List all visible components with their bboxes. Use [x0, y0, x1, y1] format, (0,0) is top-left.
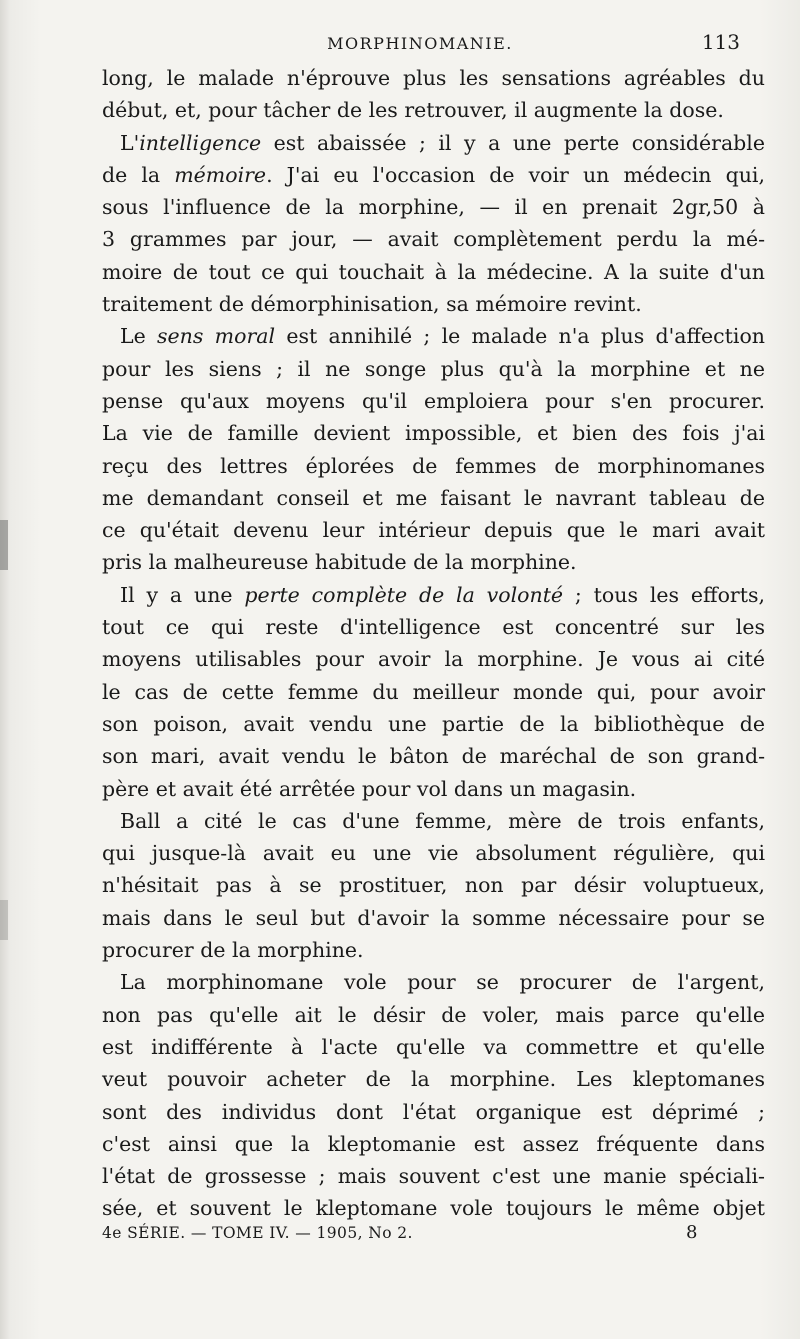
text-line — [102, 579, 765, 611]
text-line — [102, 191, 765, 223]
signature-mark: 8 — [686, 1222, 698, 1243]
text-line — [102, 1160, 765, 1192]
text-run: La vie de famille devient impossible, et bien des fois j'ai — [102, 421, 765, 446]
text-line — [102, 773, 765, 805]
text-line — [102, 159, 765, 191]
text-line — [102, 62, 765, 94]
text-run: Le — [120, 324, 158, 349]
text-run: pris la malheureuse habitude de la morphine. — [102, 550, 577, 575]
text-run: moire de tout ce qui touchait à la médecine. A la suite d'un — [102, 259, 765, 284]
text-line — [102, 223, 765, 255]
text-run: son mari, avait vendu le bâton de maréchal de son grand- — [102, 744, 765, 769]
text-run: L' — [120, 130, 140, 155]
text-line — [102, 1128, 765, 1160]
text-run: sous l'influence de la morphine, — il en prenait 2gr,50 à — [102, 195, 765, 220]
running-header — [100, 30, 740, 60]
footer — [102, 1222, 702, 1250]
page-edge-shadow — [0, 520, 8, 570]
text-run: long, le malade n'éprouve plus les sensations agréables du — [102, 66, 765, 90]
text-run: Ball a cité le cas d'une femme, mère de trois enfants, — [120, 808, 765, 833]
text-run: père et avait été arrêtée pour vol dans un magasin. — [102, 776, 637, 801]
text-line — [102, 805, 765, 837]
text-run: traitement de démorphinisation, sa mémoire revint. — [102, 292, 642, 317]
text-run: procurer de la morphine. — [102, 938, 364, 963]
text-run: tout ce qui reste d'intelligence est concentré sur les — [102, 615, 765, 640]
emphasis: sens moral — [157, 324, 276, 349]
text-line — [102, 417, 765, 449]
text-line — [102, 385, 765, 417]
text-line — [102, 514, 765, 546]
text-line — [102, 676, 765, 708]
text-line — [102, 611, 765, 643]
text-run: début, et, pour tâcher de les retrouver, il augmente la dose. — [102, 98, 724, 123]
text-run: de la — [102, 162, 175, 187]
text-run: est indifférente à l'acte qu'elle va commettre et qu'elle — [102, 1034, 765, 1059]
text-run: le cas de cette femme du meilleur monde qui, pour avoir — [102, 679, 765, 704]
text-run: ; tous les efforts, — [563, 582, 765, 607]
text-run: moyens utilisables pour avoir la morphine. Je vous ai cité — [102, 647, 765, 672]
text-run: non pas qu'elle ait le désir de voler, mais parce qu'elle — [102, 1002, 765, 1027]
text-line — [102, 708, 765, 740]
body-text — [102, 62, 765, 1225]
text-line — [102, 546, 765, 578]
text-line — [102, 1031, 765, 1063]
emphasis: perte complète de la volonté — [244, 582, 564, 607]
text-line — [102, 288, 765, 320]
text-line — [102, 127, 765, 159]
text-line — [102, 450, 765, 482]
text-line — [102, 1096, 765, 1128]
text-run: mais dans le seul but d'avoir la somme nécessaire pour se — [102, 905, 765, 930]
text-line — [102, 94, 765, 126]
text-line — [102, 1192, 765, 1224]
page-edge-shadow — [0, 900, 8, 940]
text-run: n'hésitait pas à se prostituer, non par désir voluptueux, — [102, 873, 765, 898]
text-run: c'est ainsi que la kleptomanie est assez fréquente dans — [102, 1131, 765, 1156]
text-run: . J'ai eu l'occasion de voir un médecin qui, — [266, 162, 765, 187]
text-line — [102, 256, 765, 288]
text-run: me demandant conseil et me faisant le navrant tableau de — [102, 485, 765, 510]
text-line — [102, 902, 765, 934]
text-run: veut pouvoir acheter de la morphine. Les kleptomanes — [102, 1067, 765, 1092]
text-line — [102, 1063, 765, 1095]
text-line — [102, 934, 765, 966]
text-run: est annihilé ; le malade n'a plus d'affection — [275, 324, 765, 349]
series-line: 4e SÉRIE. — TOME IV. — 1905, No 2. — [102, 1224, 413, 1242]
page-number: 113 — [701, 30, 740, 54]
emphasis: intelligence — [139, 130, 262, 155]
text-line — [102, 869, 765, 901]
text-run: l'état de grossesse ; mais souvent c'est une manie spéciali- — [102, 1164, 765, 1189]
text-line — [102, 482, 765, 514]
text-line — [102, 643, 765, 675]
text-run: pour les siens ; il ne songe plus qu'à la morphine et ne — [102, 356, 765, 381]
running-title: MORPHINOMANIE. — [327, 34, 513, 53]
emphasis: mémoire — [174, 162, 267, 187]
text-run: sont des individus dont l'état organique est déprimé ; — [102, 1099, 765, 1124]
text-run: est abaissée ; il y a une perte considérable — [261, 130, 765, 155]
text-line — [102, 740, 765, 772]
text-run: qui jusque-là avait eu une vie absolument régulière, qui — [102, 841, 765, 866]
text-line — [102, 966, 765, 998]
text-line — [102, 353, 765, 385]
text-line — [102, 837, 765, 869]
text-run: reçu des lettres éplorées de femmes de morphinomanes — [102, 453, 765, 478]
text-run: La morphinomane vole pour se procurer de l'argent, — [120, 970, 765, 995]
text-run: Il y a une — [120, 582, 245, 607]
text-run: 3 grammes par jour, — avait complètement perdu la mé- — [102, 227, 765, 252]
text-run: son poison, avait vendu une partie de la bibliothèque de — [102, 711, 765, 736]
text-line — [102, 999, 765, 1031]
text-run: pense qu'aux moyens qu'il emploiera pour s'en procurer. — [102, 388, 765, 413]
text-run: ce qu'était devenu leur intérieur depuis que le mari avait — [102, 518, 765, 543]
text-run: sée, et souvent le kleptomane vole toujours le même objet — [102, 1196, 765, 1221]
text-line — [102, 320, 765, 352]
